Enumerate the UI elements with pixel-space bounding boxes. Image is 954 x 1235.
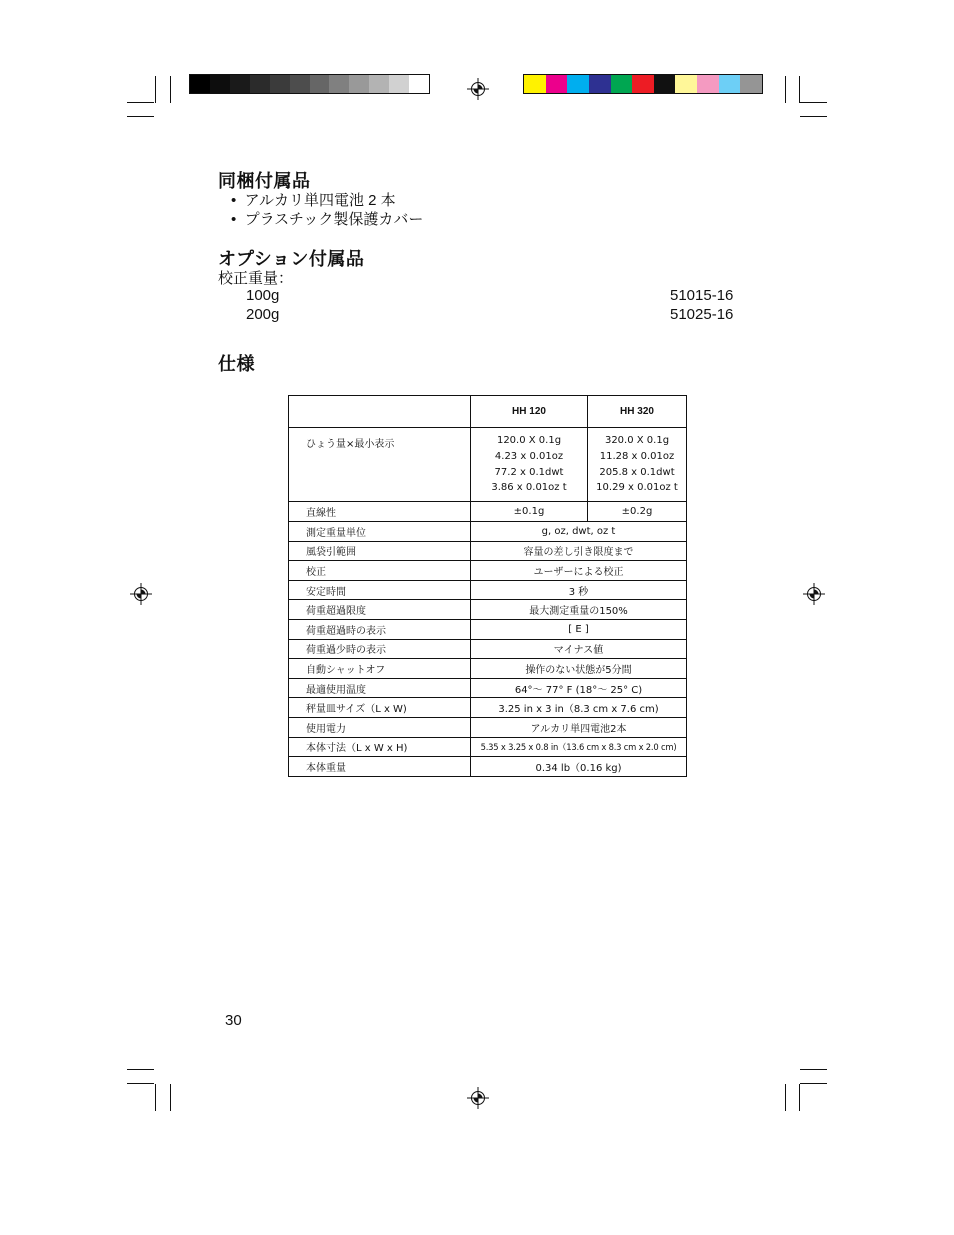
row-value: 容量の差し引き限度まで bbox=[471, 541, 687, 561]
table-row bbox=[289, 541, 687, 561]
list-item: • アルカリ単四電池 2 本 bbox=[231, 192, 396, 209]
row-label: 風袋引範囲 bbox=[289, 541, 471, 561]
linearity-hh120-cell: ±0.1g bbox=[471, 502, 588, 522]
row-value: [ E ] bbox=[471, 619, 687, 639]
specifications-heading: 仕様 bbox=[218, 354, 255, 374]
part-number: 51015-16 bbox=[670, 287, 734, 304]
table-row bbox=[289, 659, 687, 679]
color-swatch bbox=[290, 75, 310, 93]
capacity-hh320-cell bbox=[588, 428, 687, 502]
crop-mark-line bbox=[127, 1083, 154, 1084]
table-header-blank bbox=[289, 396, 471, 428]
cell-line: 10.29 x 0.01oz t bbox=[596, 482, 678, 494]
color-swatch bbox=[369, 75, 389, 93]
row-label: 本体寸法（L x W x H) bbox=[289, 737, 471, 757]
row-label: 校正 bbox=[289, 561, 471, 581]
color-swatch bbox=[190, 75, 210, 93]
table-row bbox=[289, 522, 687, 542]
color-swatch bbox=[524, 75, 546, 93]
row-value: マイナス値 bbox=[471, 639, 687, 659]
registration-target-icon bbox=[467, 1087, 489, 1109]
color-swatch bbox=[310, 75, 330, 93]
color-swatch bbox=[654, 75, 676, 93]
color-swatch bbox=[210, 75, 230, 93]
table-row bbox=[289, 639, 687, 659]
grayscale-color-bar bbox=[189, 74, 430, 94]
table-row bbox=[289, 580, 687, 600]
row-value: 最大測定重量の150% bbox=[471, 600, 687, 620]
row-value: g, oz, dwt, oz t bbox=[471, 522, 687, 542]
crop-mark-line bbox=[170, 76, 171, 103]
specifications-table bbox=[288, 395, 687, 777]
row-label: 荷重過少時の表示 bbox=[289, 639, 471, 659]
table-row bbox=[289, 561, 687, 581]
row-label: ひょう量×最小表示 bbox=[289, 428, 471, 502]
table-row bbox=[289, 698, 687, 718]
row-label: 本体重量 bbox=[289, 757, 471, 777]
crop-mark-line bbox=[800, 1069, 827, 1070]
crop-mark-line bbox=[800, 116, 827, 117]
row-label: 荷重超過限度 bbox=[289, 600, 471, 620]
row-value: 操作のない状態が5分間 bbox=[471, 659, 687, 679]
crop-mark-line bbox=[170, 1084, 171, 1111]
crop-mark-line bbox=[155, 1084, 156, 1111]
row-value: ユーザーによる校正 bbox=[471, 561, 687, 581]
included-accessories-heading: 同梱付属品 bbox=[218, 171, 311, 191]
color-swatch bbox=[740, 75, 762, 93]
crop-mark-line bbox=[799, 1084, 800, 1111]
color-swatch bbox=[611, 75, 633, 93]
table-row bbox=[289, 428, 687, 502]
cell-line: 120.0 X 0.1g bbox=[496, 435, 562, 447]
crop-mark-line bbox=[127, 1069, 154, 1070]
registration-target-icon bbox=[130, 583, 152, 605]
weight-value: 200g bbox=[246, 306, 280, 323]
color-swatch bbox=[389, 75, 409, 93]
table-row bbox=[289, 678, 687, 698]
row-label: 荷重超過時の表示 bbox=[289, 619, 471, 639]
color-swatch bbox=[697, 75, 719, 93]
row-label: 測定重量単位 bbox=[289, 522, 471, 542]
table-row bbox=[289, 600, 687, 620]
color-swatch bbox=[230, 75, 250, 93]
row-value: 64°～ 77° F (18°～ 25° C) bbox=[471, 678, 687, 698]
crop-mark-line bbox=[800, 1083, 827, 1084]
table-row bbox=[289, 757, 687, 777]
row-label: 安定時間 bbox=[289, 580, 471, 600]
part-number: 51025-16 bbox=[670, 306, 734, 323]
color-swatch bbox=[349, 75, 369, 93]
color-swatch bbox=[250, 75, 270, 93]
color-swatch bbox=[589, 75, 611, 93]
cell-line: 11.28 x 0.01oz bbox=[599, 450, 675, 462]
color-swatch bbox=[632, 75, 654, 93]
registration-target-icon bbox=[803, 583, 825, 605]
table-row bbox=[289, 619, 687, 639]
row-label: 最適使用温度 bbox=[289, 678, 471, 698]
page-number: 30 bbox=[225, 1012, 242, 1029]
color-swatch bbox=[409, 75, 429, 93]
row-value: 5.35 x 3.25 x 0.8 in（13.6 cm x 8.3 cm x 2.0 cm) bbox=[471, 737, 687, 757]
list-item-text: プラスチック製保護カバー bbox=[244, 211, 424, 228]
row-value: 3 秒 bbox=[471, 580, 687, 600]
optional-accessories-heading: オプション付属品 bbox=[218, 249, 365, 269]
crop-mark-line bbox=[799, 76, 800, 103]
row-value: 3.25 in x 3 in（8.3 cm x 7.6 cm) bbox=[471, 698, 687, 718]
crop-mark-line bbox=[800, 102, 827, 103]
table-row bbox=[289, 717, 687, 737]
column-header-hh120: HH 120 bbox=[471, 396, 588, 428]
row-label: 自動シャットオフ bbox=[289, 659, 471, 679]
color-swatch bbox=[270, 75, 290, 93]
color-swatch bbox=[329, 75, 349, 93]
cell-line: 77.2 x 0.1dwt bbox=[494, 466, 564, 478]
color-swatch bbox=[546, 75, 568, 93]
capacity-hh120-cell bbox=[471, 428, 588, 502]
crop-mark-line bbox=[127, 102, 154, 103]
list-item: • プラスチック製保護カバー bbox=[231, 211, 424, 228]
row-label: 使用電力 bbox=[289, 717, 471, 737]
crop-mark-line bbox=[785, 1084, 786, 1111]
crop-mark-line bbox=[127, 116, 154, 117]
color-swatch bbox=[675, 75, 697, 93]
row-value: 0.34 lb（0.16 kg) bbox=[471, 757, 687, 777]
registration-target-icon bbox=[467, 78, 489, 100]
linearity-hh320-cell: ±0.2g bbox=[588, 502, 687, 522]
crop-mark-line bbox=[155, 76, 156, 103]
column-header-hh320: HH 320 bbox=[588, 396, 687, 428]
process-color-bar bbox=[523, 74, 763, 94]
color-swatch bbox=[567, 75, 589, 93]
cell-line: 4.23 x 0.01oz bbox=[494, 450, 564, 462]
table-row bbox=[289, 737, 687, 757]
row-label: 秤量皿サイズ（L x W) bbox=[289, 698, 471, 718]
list-item-text: アルカリ単四電池 2 本 bbox=[244, 192, 396, 209]
calibration-weight-label: 校正重量： bbox=[218, 270, 294, 287]
cell-line: 3.86 x 0.01oz t bbox=[491, 482, 567, 494]
table-row bbox=[289, 502, 687, 522]
table-header-row bbox=[289, 396, 687, 428]
weight-value: 100g bbox=[246, 287, 280, 304]
crop-mark-line bbox=[785, 76, 786, 103]
row-label: 直線性 bbox=[289, 502, 471, 522]
cell-line: 320.0 X 0.1g bbox=[604, 435, 670, 447]
row-value: アルカリ単四電池2本 bbox=[471, 717, 687, 737]
color-swatch bbox=[719, 75, 741, 93]
cell-line: 205.8 x 0.1dwt bbox=[599, 466, 675, 478]
